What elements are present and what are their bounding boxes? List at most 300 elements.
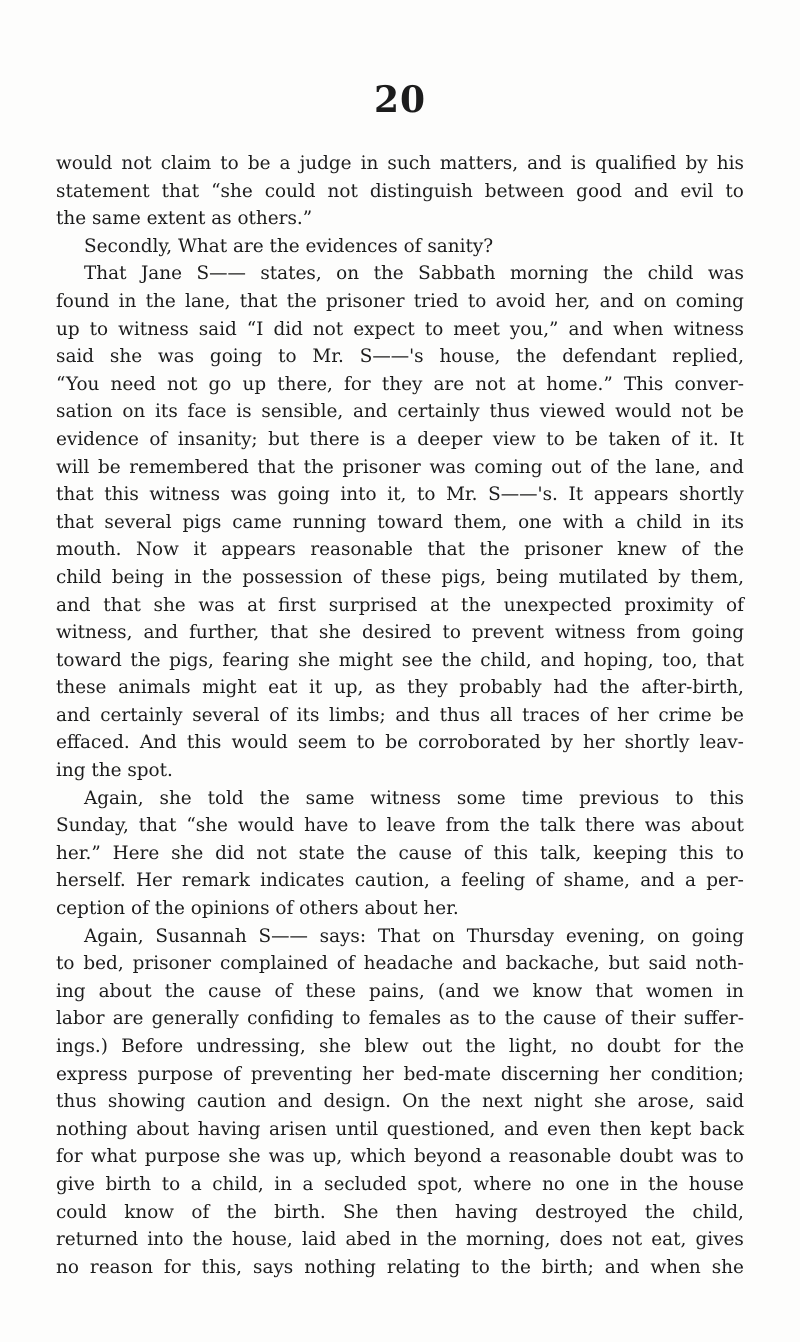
- word: her: [582, 732, 615, 754]
- word: they: [407, 677, 448, 699]
- word: out: [551, 456, 582, 478]
- word: and: [56, 704, 91, 726]
- word: others.”: [237, 208, 313, 230]
- word: this: [493, 842, 529, 864]
- word: destroyed: [535, 1201, 628, 1223]
- word: prisoner: [326, 290, 405, 312]
- word: the: [441, 649, 472, 671]
- word: replied,: [672, 346, 744, 368]
- word: between: [484, 180, 565, 202]
- word: the: [154, 898, 185, 920]
- word: such: [387, 153, 431, 174]
- word: pains,: [369, 980, 425, 1002]
- word: first: [278, 594, 317, 616]
- word: face: [187, 401, 227, 423]
- word: tried: [413, 290, 459, 312]
- word: in: [118, 290, 137, 312]
- text-line: [56, 1254, 744, 1282]
- word: and: [599, 290, 635, 312]
- word: states,: [260, 263, 322, 285]
- word: Jane: [140, 263, 183, 285]
- word: abed: [345, 1229, 391, 1251]
- word: evidences: [305, 235, 398, 257]
- word: certainly: [100, 704, 183, 726]
- word: probably: [459, 677, 542, 699]
- word: that: [138, 815, 177, 837]
- word: when: [613, 318, 664, 340]
- word: of: [726, 594, 744, 616]
- text-line: [56, 647, 744, 675]
- word: same: [91, 208, 141, 230]
- word: That: [377, 925, 421, 947]
- word: and: [56, 594, 91, 616]
- text-line: [56, 1033, 744, 1061]
- word: be: [721, 401, 744, 423]
- word: up: [56, 318, 80, 340]
- word: as: [449, 1008, 470, 1030]
- word: being: [111, 566, 164, 588]
- word: surprised: [328, 594, 418, 616]
- word: indicates: [260, 870, 345, 892]
- word: It: [568, 484, 584, 506]
- word: appears: [593, 484, 669, 506]
- word: Secondly,: [84, 235, 173, 257]
- word: S——'s: [359, 346, 424, 368]
- page-number: 20: [373, 79, 427, 121]
- word: opinions: [190, 898, 270, 920]
- word: complained: [220, 953, 328, 975]
- word: of: [604, 1008, 623, 1030]
- word: then: [599, 1118, 642, 1140]
- word: and: [568, 318, 604, 340]
- word: conver-: [674, 373, 744, 395]
- word: Now: [135, 539, 179, 561]
- word: to: [725, 842, 744, 864]
- text-line: [56, 729, 744, 757]
- word: possession: [242, 566, 343, 588]
- word: that: [706, 649, 744, 671]
- word: mutilated: [558, 566, 649, 588]
- word: confiding: [247, 1008, 334, 1030]
- text-line: [56, 288, 744, 316]
- word: doubt: [619, 1146, 674, 1168]
- word: that: [270, 622, 308, 644]
- word: Susannah: [155, 925, 247, 947]
- word: Thursday: [466, 925, 555, 947]
- word: no: [56, 1256, 79, 1278]
- word: spot.: [127, 760, 173, 782]
- word: shame,: [563, 870, 630, 892]
- word: is: [369, 428, 386, 450]
- word: that: [161, 180, 200, 202]
- word: after-birth,: [641, 677, 744, 699]
- word: was: [707, 263, 744, 285]
- word: express: [56, 1063, 128, 1085]
- word: is: [570, 153, 587, 174]
- word: there: [309, 428, 360, 450]
- word: caution: [196, 1091, 267, 1113]
- word: child: [56, 566, 102, 588]
- word: there: [585, 815, 635, 837]
- word: to: [725, 1146, 744, 1168]
- word: pigs: [182, 511, 222, 533]
- word: the: [516, 346, 547, 368]
- word: you,”: [509, 318, 559, 340]
- word: toward: [56, 649, 122, 671]
- text-line: [56, 454, 744, 482]
- word: her: [617, 704, 649, 726]
- word: was: [157, 346, 195, 368]
- word: to: [442, 622, 461, 644]
- word: his: [716, 153, 744, 174]
- word: bed,: [83, 953, 124, 975]
- word: females: [368, 1008, 442, 1030]
- word: sensible,: [261, 401, 344, 423]
- word: be: [247, 153, 271, 174]
- text-line: [56, 674, 744, 702]
- word: ception: [56, 898, 126, 920]
- word: birth: [105, 1173, 152, 1195]
- word: the: [356, 842, 387, 864]
- word: home.”: [546, 373, 613, 395]
- word: prevent: [471, 622, 544, 644]
- text-line: [56, 978, 744, 1006]
- word: to: [725, 180, 744, 202]
- word: the: [226, 1201, 257, 1223]
- word: she: [153, 594, 186, 616]
- word: all: [489, 704, 513, 726]
- word: she: [171, 842, 204, 864]
- word: in: [399, 1229, 418, 1251]
- word: unexpected: [503, 594, 612, 616]
- word: house: [688, 1173, 744, 1195]
- word: are: [232, 235, 264, 257]
- word: Sabbath: [418, 263, 496, 285]
- word: arose,: [637, 1091, 695, 1113]
- word: be: [98, 456, 121, 478]
- word: is: [236, 401, 252, 423]
- word: see: [401, 649, 433, 671]
- word: S——: [196, 263, 246, 285]
- word: was: [429, 456, 466, 478]
- word: of: [274, 980, 293, 1002]
- word: the: [504, 1008, 535, 1030]
- word: about: [364, 898, 418, 920]
- word: “she: [211, 180, 253, 202]
- word: even: [547, 1118, 592, 1140]
- word: claim: [160, 153, 212, 174]
- word: a: [190, 1173, 202, 1195]
- text-line: [56, 233, 744, 261]
- word: was: [198, 594, 235, 616]
- word: not: [681, 401, 712, 423]
- word: up,: [312, 1146, 343, 1168]
- word: would: [237, 815, 295, 837]
- word: and: [395, 704, 430, 726]
- word: the: [202, 566, 233, 588]
- word: of: [275, 898, 294, 920]
- word: next: [482, 1091, 523, 1113]
- word: S——: [258, 925, 308, 947]
- word: She: [343, 1201, 379, 1223]
- word: night: [533, 1091, 583, 1113]
- word: sation: [56, 401, 113, 423]
- word: the: [269, 235, 300, 257]
- word: at: [516, 373, 536, 395]
- word: several: [104, 511, 172, 533]
- word: a: [302, 1173, 314, 1195]
- word: Before: [121, 1036, 184, 1057]
- word: and: [527, 153, 562, 174]
- word: of: [131, 898, 149, 920]
- word: state: [298, 842, 345, 864]
- word: “I: [246, 318, 264, 340]
- word: she: [109, 346, 143, 368]
- text-line: [56, 1005, 744, 1033]
- word: eat: [268, 677, 298, 699]
- word: she: [228, 1146, 261, 1168]
- word: by: [685, 153, 708, 174]
- word: this: [709, 787, 744, 809]
- word: was: [230, 484, 267, 506]
- word: doubt: [606, 1036, 661, 1057]
- word: the: [499, 815, 530, 837]
- word: feeling: [461, 870, 526, 892]
- word: from: [636, 622, 681, 644]
- word: at: [429, 594, 449, 616]
- word: a: [279, 153, 291, 174]
- word: says: [253, 1256, 294, 1278]
- word: of: [336, 953, 355, 975]
- word: she: [159, 787, 192, 809]
- word: of: [681, 539, 700, 561]
- word: this: [679, 842, 714, 864]
- word: her.: [423, 898, 459, 920]
- word: Her: [135, 870, 172, 892]
- word: keeping: [593, 842, 668, 864]
- word: knew: [617, 539, 667, 561]
- word: That: [84, 263, 127, 285]
- word: coming: [675, 290, 744, 312]
- word: at: [247, 594, 266, 616]
- word: several: [192, 704, 260, 726]
- word: desired: [362, 622, 432, 644]
- word: prisoner: [132, 953, 212, 975]
- word: labor: [56, 1008, 105, 1030]
- word: of: [535, 870, 554, 892]
- word: of: [590, 456, 608, 478]
- word: a: [395, 428, 407, 450]
- word: child: [647, 263, 694, 285]
- word: pigs,: [169, 649, 214, 671]
- word: her: [609, 1063, 641, 1085]
- word: limbs;: [329, 704, 386, 726]
- word: morning,: [466, 1229, 551, 1251]
- word: caution,: [354, 870, 430, 892]
- word: the: [303, 456, 334, 478]
- text-line: [56, 1199, 744, 1227]
- text-line: [56, 1061, 744, 1089]
- word: questioned,: [386, 1118, 496, 1140]
- word: says:: [319, 925, 367, 947]
- word: go: [208, 373, 232, 395]
- word: witness: [118, 318, 189, 340]
- word: the: [286, 290, 317, 312]
- word: purpose: [137, 1063, 214, 1085]
- word: the: [259, 787, 290, 809]
- word: relating: [386, 1256, 461, 1278]
- word: birth.: [274, 1201, 326, 1223]
- word: taken: [608, 428, 661, 450]
- word: would: [56, 153, 113, 174]
- word: until: [335, 1118, 379, 1140]
- text-line: [56, 260, 744, 288]
- text-line: [56, 1226, 744, 1254]
- word: to: [278, 346, 297, 368]
- word: of: [403, 235, 422, 257]
- word: a: [614, 511, 626, 533]
- word: remembered: [129, 456, 249, 478]
- word: qualified: [595, 153, 677, 174]
- word: And: [139, 732, 177, 754]
- word: same: [305, 787, 355, 809]
- word: on: [122, 401, 146, 423]
- word: for: [344, 373, 371, 395]
- word: coming: [474, 456, 543, 478]
- word: her.”: [56, 842, 101, 864]
- word: to: [342, 1008, 361, 1030]
- word: the: [479, 539, 510, 561]
- word: condition;: [650, 1063, 744, 1085]
- word: in: [619, 1173, 638, 1195]
- word: a: [489, 1146, 501, 1168]
- word: one: [518, 511, 552, 533]
- word: the: [91, 760, 122, 782]
- word: design.: [323, 1091, 391, 1113]
- word: prisoner: [524, 539, 603, 561]
- word: nothing: [56, 1118, 128, 1140]
- word: crime: [658, 704, 712, 726]
- word: her,: [554, 290, 591, 312]
- word: talk: [539, 815, 576, 837]
- text-line: [56, 895, 744, 923]
- text-line: [56, 702, 744, 730]
- word: nothing: [304, 1256, 376, 1278]
- word: running: [292, 511, 367, 533]
- word: did: [215, 842, 245, 864]
- word: having: [455, 1201, 518, 1223]
- word: would: [615, 401, 672, 423]
- word: seem: [297, 732, 347, 754]
- word: to: [356, 732, 376, 754]
- word: said: [648, 953, 687, 975]
- word: that: [56, 484, 94, 506]
- word: going: [209, 346, 263, 368]
- word: its: [155, 401, 178, 423]
- word: Sunday,: [56, 815, 129, 837]
- word: and: [604, 1256, 640, 1278]
- word: corroborated: [417, 732, 541, 754]
- body-text: [56, 150, 744, 1281]
- word: blew: [364, 1036, 409, 1057]
- word: them,: [690, 566, 744, 588]
- word: returned: [56, 1229, 139, 1251]
- word: ing: [56, 760, 86, 782]
- word: from: [445, 815, 490, 837]
- word: It: [729, 428, 744, 450]
- word: laid: [301, 1229, 337, 1251]
- word: “she: [186, 815, 228, 837]
- word: and: [709, 456, 744, 478]
- word: on: [643, 290, 667, 312]
- text-line: [56, 205, 744, 233]
- word: said: [198, 318, 237, 340]
- word: matters,: [439, 153, 519, 174]
- word: which: [350, 1146, 406, 1168]
- word: not: [327, 180, 358, 202]
- word: she: [297, 649, 331, 671]
- word: then: [395, 1201, 438, 1223]
- word: bed-mate: [403, 1063, 491, 1085]
- word: of: [463, 842, 482, 864]
- word: be: [385, 732, 408, 754]
- word: proximity: [624, 594, 714, 616]
- word: need: [110, 373, 156, 395]
- word: hoping,: [583, 649, 654, 671]
- word: some: [456, 787, 506, 809]
- word: the: [56, 208, 87, 230]
- word: insanity;: [177, 428, 258, 450]
- word: and: [462, 953, 497, 975]
- word: no: [570, 1036, 594, 1057]
- text-line: [56, 840, 744, 868]
- word: the: [616, 456, 647, 478]
- word: undressing,: [196, 1036, 306, 1057]
- word: further,: [189, 622, 260, 644]
- text-line: [56, 509, 744, 537]
- word: be: [575, 428, 598, 450]
- word: the: [130, 649, 161, 671]
- word: these: [56, 677, 107, 699]
- word: generally: [151, 1008, 239, 1030]
- word: cause: [398, 842, 452, 864]
- word: lane,: [185, 290, 231, 312]
- word: talk,: [539, 842, 582, 864]
- word: toward: [377, 511, 443, 533]
- word: their: [630, 1008, 676, 1030]
- word: of: [191, 1201, 210, 1223]
- word: “You: [56, 373, 100, 395]
- word: but: [268, 428, 300, 450]
- word: witness: [149, 484, 221, 506]
- word: a: [440, 870, 452, 892]
- word: avoid: [495, 290, 546, 312]
- word: back: [699, 1118, 744, 1140]
- word: no: [542, 1173, 565, 1195]
- word: into: [340, 484, 377, 506]
- word: be: [721, 704, 744, 726]
- word: it: [193, 539, 207, 561]
- word: the: [603, 263, 634, 285]
- word: witness: [673, 318, 744, 340]
- text-line: [56, 371, 744, 399]
- word: Here: [112, 842, 160, 864]
- word: cause: [542, 1008, 597, 1030]
- word: and: [353, 401, 388, 423]
- word: shortly: [624, 732, 690, 754]
- word: that: [103, 594, 141, 616]
- word: too,: [662, 649, 698, 671]
